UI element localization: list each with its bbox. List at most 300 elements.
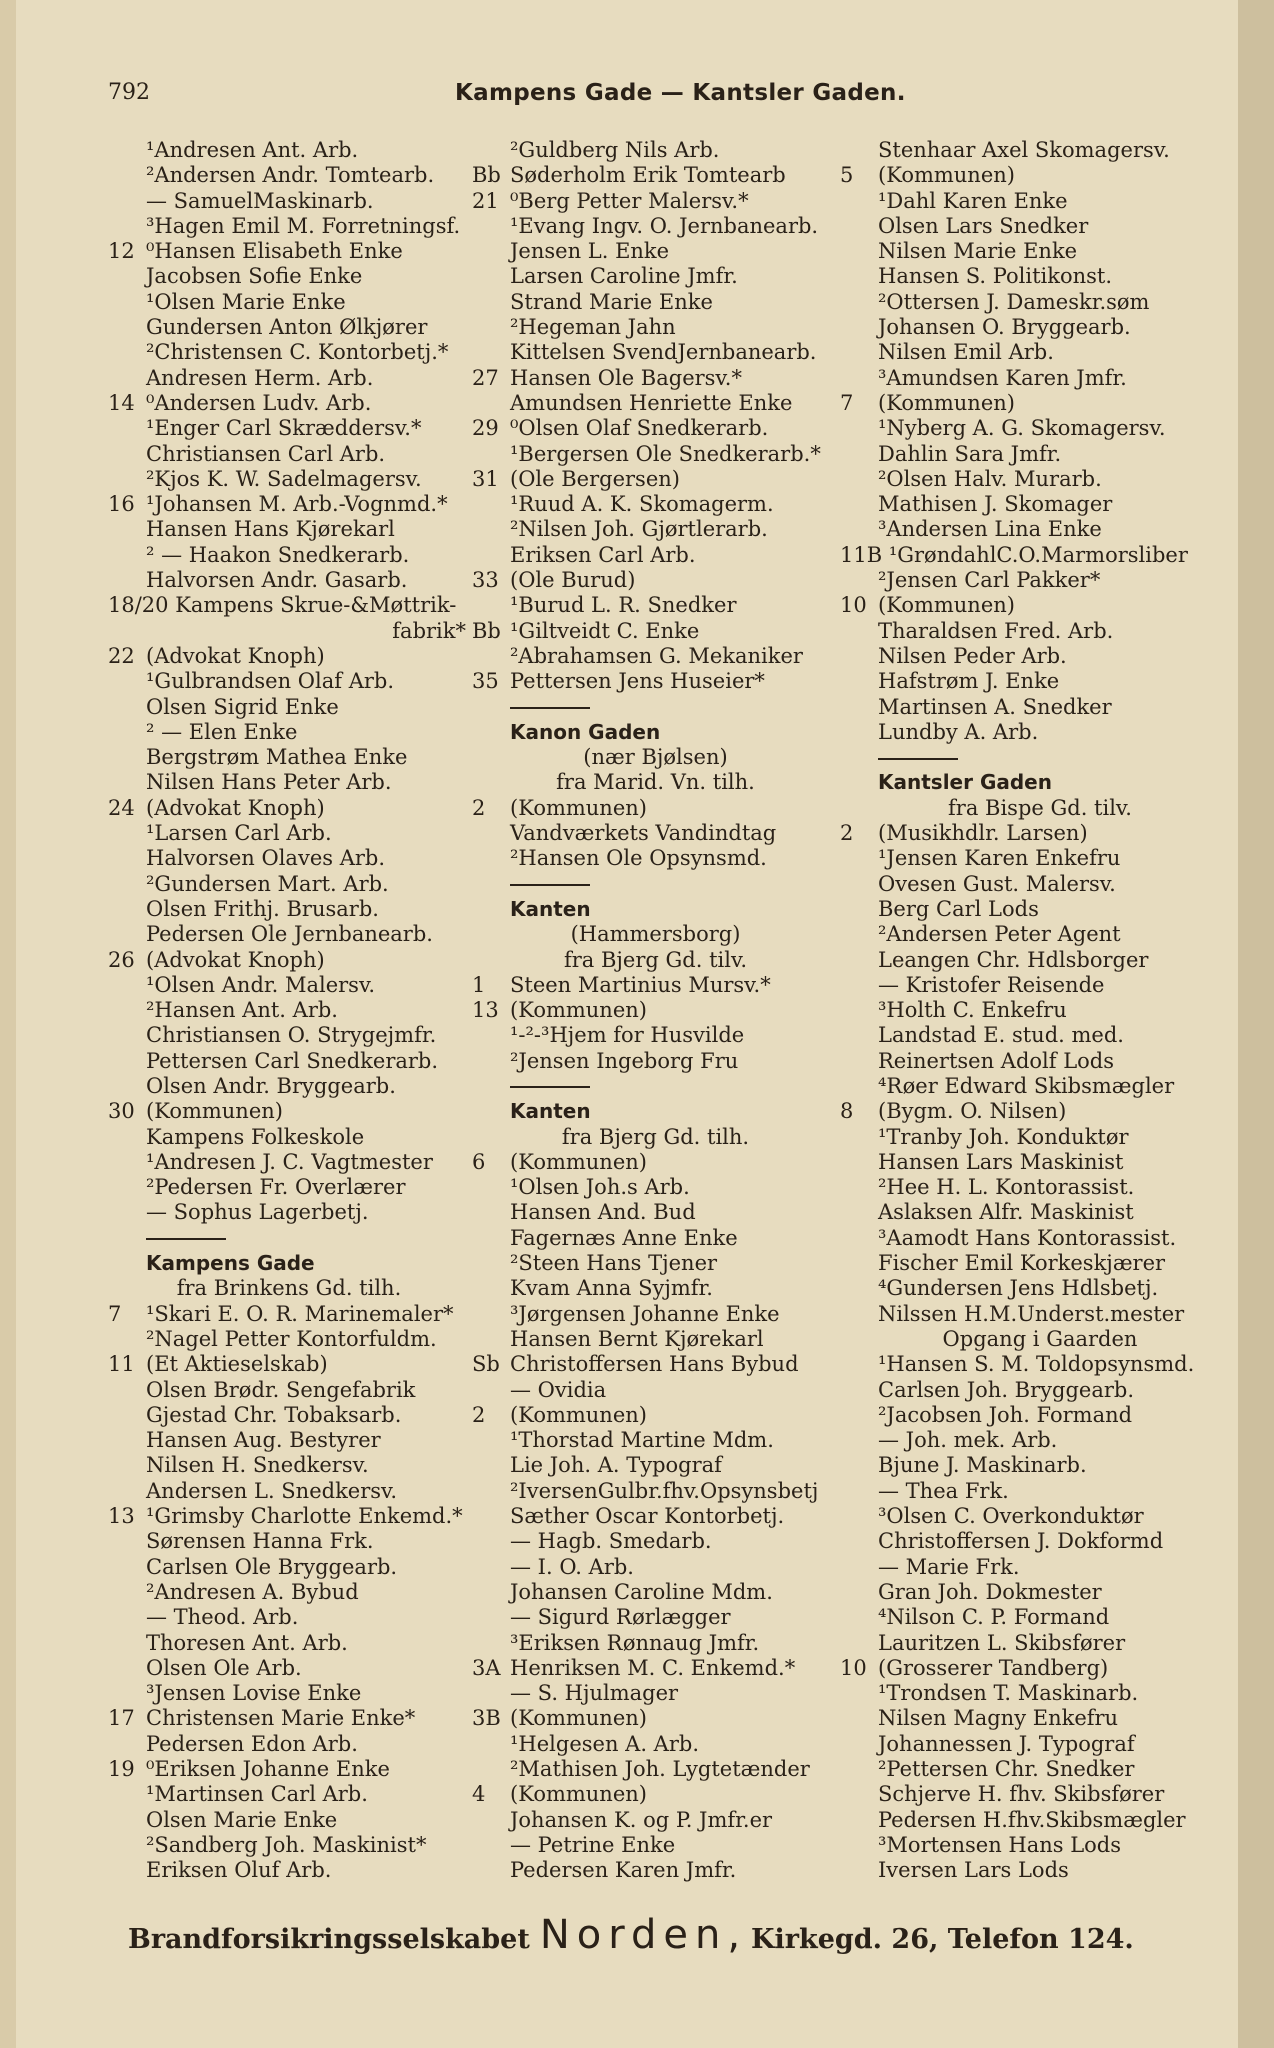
directory-line [472,290,839,315]
directory-line [840,467,1240,492]
directory-line [472,745,839,770]
directory-line [108,669,470,694]
entry-text: Olsen Lars Snedker [878,213,1089,238]
directory-line [108,1605,470,1630]
entry-text: Dahlin Sara Jmfr. [878,441,1062,466]
directory-line [840,1175,1240,1200]
directory-line [108,1504,470,1529]
entry-text: (Kommunen) [878,163,1015,188]
directory-line [472,1681,839,1706]
house-number: 12 [108,239,135,264]
entry-text: Christoffersen J. Dokformd [878,1529,1164,1554]
entry-text: ²Christensen C. Kontorbetj.* [146,340,449,365]
entry-text: (Kommunen) [510,1402,647,1427]
directory-line [472,770,839,795]
house-number: 31 [472,466,499,491]
directory-line [840,1681,1240,1706]
entry-text: Johansen O. Bryggearb. [878,315,1131,340]
directory-line [840,1529,1240,1554]
directory-line [472,1757,839,1782]
entry-text: Halvorsen Andr. Gasarb. [146,568,408,593]
entry-text: ²Ottersen J. Dameskr.søm [878,289,1150,314]
entry-text: Nilsen H. Snedkersv. [146,1453,369,1478]
section-divider [108,1226,470,1251]
directory-line [472,1352,839,1377]
entry-text: ¹Larsen Carl Arb. [146,821,332,846]
entry-text: Kittelsen SvendJernbanearb. [510,340,817,365]
directory-line [108,442,470,467]
entry-text: Nilsen Magny Enkefru [878,1706,1119,1731]
entry-text: (Kommunen) [510,1782,647,1807]
entry-text: ²Steen Hans Tjener [510,1251,718,1276]
entry-text: fra Bispe Gd. tilv. [948,795,1132,820]
directory-line [472,1580,839,1605]
directory-line [840,1479,1240,1504]
house-number: Sb [472,1352,500,1377]
divider-rule [878,745,958,770]
house-number: 26 [108,947,135,972]
entry-text: Amundsen Henriette Enke [510,390,793,415]
directory-line [840,1049,1240,1074]
entry-text: ²Andersen Peter Agent [878,922,1121,947]
entry-text: 11B ¹GrøndahlC.O.Marmorsliber [840,542,1188,567]
directory-line [108,973,470,998]
entry-text: Fagernæs Anne Enke [510,1225,738,1250]
directory-line [472,340,839,365]
entry-text: ¹Nyberg A. G. Skomagersv. [878,416,1166,441]
directory-line [472,214,839,239]
entry-text: Martinsen A. Snedker [878,694,1112,719]
entry-text: ²Hansen Ant. Arb. [146,998,338,1023]
entry-text: ¹Giltveidt C. Enke [510,618,700,643]
entry-text: — Joh. mek. Arb. [878,1428,1058,1453]
entry-text: Gundersen Anton Ølkjører [146,315,428,340]
entry-text: — S. Hjulmager [510,1681,679,1706]
entry-text: Nilsen Emil Arb. [878,340,1054,365]
entry-text: ⁴Gundersen Jens Hdlsbetj. [878,1276,1159,1301]
entry-text: Kanon Gaden [510,719,661,744]
directory-line [840,1099,1240,1124]
entry-text: ¹Skari E. O. R. Marinemaler* [146,1301,454,1326]
entry-text: Larsen Caroline Jmfr. [510,264,738,289]
entry-text: (Kommunen) [146,1099,283,1124]
directory-line [108,1479,470,1504]
entry-text: (Et Aktieselskab) [146,1352,328,1377]
entry-text: Ovesen Gust. Malersv. [878,871,1116,896]
entry-text: — Thea Frk. [878,1478,1009,1503]
entry-text: ¹Martinsen Carl Arb. [146,1782,368,1807]
entry-text: ²Olsen Halv. Murarb. [878,466,1102,491]
entry-text: Strand Marie Enke [510,289,713,314]
entry-text: Landstad E. stud. med. [878,1023,1124,1048]
entry-text: ³Eriksen Rønnaug Jmfr. [510,1630,760,1655]
entry-text: fra Brinkens Gd. tilh. [176,1276,402,1301]
directory-line [472,1049,839,1074]
directory-line [840,1023,1240,1048]
directory-line [108,770,470,795]
entry-text: (Ole Burud) [510,568,636,593]
directory-line [840,644,1240,669]
entry-text: Christensen Marie Enke* [146,1706,416,1731]
directory-line [108,1150,470,1175]
directory-line [840,1403,1240,1428]
directory-line [108,315,470,340]
directory-line [840,1200,1240,1225]
entry-text: — Hagb. Smedarb. [510,1529,712,1554]
entry-text: ²Pedersen Fr. Overlærer [146,1175,406,1200]
entry-text: ⁰Andersen Ludv. Arb. [146,390,372,415]
directory-line [840,1706,1240,1731]
entry-text: ¹Burud L. R. Snedker [510,593,737,618]
house-number: 2 [472,1402,486,1427]
directory-line [840,1656,1240,1681]
entry-text: ⁰Berg Petter Malersv.* [510,188,749,213]
directory-line [108,138,470,163]
entry-text: ¹Tranby Joh. Konduktør [878,1124,1129,1149]
entry-text: (Advokat Knoph) [146,947,325,972]
directory-line [108,846,470,871]
directory-line [472,1226,839,1251]
entry-text: ²Andresen A. Bybud [146,1579,359,1604]
entry-text: Hansen Lars Maskinist [878,1149,1124,1174]
directory-line [108,1757,470,1782]
directory-line [108,1833,470,1858]
entry-text: Olsen Marie Enke [146,1807,338,1832]
entry-text: Olsen Ole Arb. [146,1655,302,1680]
entry-text: — Ovidia [510,1377,607,1402]
entry-text: ¹Bergersen Ole Snedkerarb.* [510,441,821,466]
entry-text: ²Hee H. L. Kontorassist. [878,1175,1135,1200]
directory-line [108,416,470,441]
directory-line [840,1276,1240,1301]
entry-text: Hansen Hans Kjørekarl [146,517,395,542]
directory-line [472,821,839,846]
footer-company: Brandforsikringsselskabet [128,1924,530,1955]
directory-line [108,1681,470,1706]
directory-line [840,1150,1240,1175]
entry-text: ⁰Eriksen Johanne Enke [146,1757,390,1781]
entry-text: ¹Dahl Karen Enke [878,188,1068,213]
entry-text: Steen Martinius Mursv.* [510,972,771,997]
divider-rule [510,1074,590,1099]
house-number: 7 [840,390,854,415]
directory-line [108,998,470,1023]
entry-text: ³Aamodt Hans Kontorassist. [878,1225,1177,1250]
entry-text: (Bygm. O. Nilsen) [878,1099,1067,1124]
directory-line [108,1808,470,1833]
street-heading [472,1099,839,1124]
directory-line [840,568,1240,593]
entry-text: Vandværkets Vandindtag [510,821,777,846]
entry-text: Johansen K. og P. Jmfr.er [510,1807,773,1832]
directory-line [472,1706,839,1731]
entry-text: ³Jørgensen Johanne Enke [510,1301,780,1326]
entry-text: Pedersen Edon Arb. [146,1731,358,1756]
page-number: 792 [108,80,150,105]
entry-text: fra Marid. Vn. tilh. [556,770,755,795]
directory-line [840,1125,1240,1150]
entry-text: Halvorsen Olaves Arb. [146,846,386,871]
entry-text: Bergstrøm Mathea Enke [146,745,408,770]
house-number: 19 [108,1757,135,1781]
entry-text: (Kommunen) [510,998,647,1023]
entry-text: ¹Thorstad Martine Mdm. [510,1428,774,1453]
entry-text: ³Hagen Emil M. Forretningsf. [146,213,461,238]
directory-line [840,315,1240,340]
entry-text: (Kommunen) [510,1149,647,1174]
entry-text: Kampens Gade [146,1251,315,1276]
directory-line [472,1504,839,1529]
entry-text: Tharaldsen Fred. Arb. [878,618,1114,643]
directory-line [472,1479,839,1504]
entry-text: Hansen And. Bud [510,1200,696,1225]
directory-line [840,189,1240,214]
entry-text: Kanten [510,896,591,921]
directory-line [472,315,839,340]
entry-text: (Ole Bergersen) [510,466,680,491]
entry-text: ²IversenGulbr.fhv.Opsynsbetj [510,1478,819,1503]
divider-rule [510,872,590,897]
directory-line [472,1200,839,1225]
entry-text: ²Pettersen Chr. Snedker [878,1757,1135,1781]
directory-line [472,1403,839,1428]
entry-text: ²Hegeman Jahn [510,315,676,340]
entry-text: ²Gundersen Mart. Arb. [146,871,389,896]
directory-line [108,543,470,568]
house-number: 2 [472,795,486,820]
entry-text: — Kristofer Reisende [878,972,1105,997]
entry-text: Iversen Lars Lods [878,1858,1069,1883]
directory-line [840,1858,1240,1883]
entry-text: Eriksen Oluf Arb. [146,1858,332,1883]
directory-line [108,189,470,214]
entry-text: Søderholm Erik Tomtearb [510,163,786,188]
directory-line [472,517,839,542]
directory-line [840,264,1240,289]
directory-line [472,1327,839,1352]
column-1 [108,138,470,1883]
directory-line [840,1251,1240,1276]
directory-line [472,543,839,568]
directory-line [840,720,1240,745]
directory-line [108,1074,470,1099]
directory-line [840,1428,1240,1453]
directory-line [108,644,470,669]
entry-text: Bjune J. Maskinarb. [878,1453,1087,1478]
entry-text: fra Bjerg Gd. tilh. [561,1124,750,1149]
directory-line [108,1352,470,1377]
entry-text: Pedersen H.fhv.Skibsmægler [878,1807,1186,1832]
directory-line [108,922,470,947]
directory-line [840,593,1240,618]
entry-text: Lauritzen L. Skibsfører [878,1630,1126,1655]
entry-text: Hafstrøm J. Enke [878,669,1060,694]
directory-line [108,1378,470,1403]
directory-line [108,948,470,973]
street-heading [108,1251,470,1276]
house-number: 35 [472,669,499,694]
directory-line [840,1782,1240,1807]
directory-line [840,1555,1240,1580]
house-number: 7 [108,1301,122,1326]
directory-line [108,1023,470,1048]
entry-text: Hansen Bernt Kjørekarl [510,1326,764,1351]
directory-line [108,821,470,846]
directory-line [108,1302,470,1327]
directory-line [108,366,470,391]
entry-text: — Sigurd Rørlægger [510,1605,731,1630]
directory-line [108,239,470,264]
entry-text: Kantsler Gaden [878,770,1052,795]
directory-line [472,1428,839,1453]
directory-line [840,1833,1240,1858]
directory-line [472,264,839,289]
entry-text: ²Nagel Petter Kontorfuldm. [146,1326,437,1351]
section-divider [472,872,839,897]
directory-line [840,340,1240,365]
directory-line [108,264,470,289]
street-heading [472,720,839,745]
directory-line [840,442,1240,467]
directory-line [472,391,839,416]
entry-text: — Theod. Arb. [146,1605,299,1630]
directory-line [108,517,470,542]
entry-text: ² — Elen Enke [146,719,298,744]
directory-line [108,1656,470,1681]
directory-line [108,1631,470,1656]
directory-line [472,1302,839,1327]
entry-text: ³Olsen C. Overkonduktør [878,1504,1144,1529]
entry-text: Hansen Aug. Bestyrer [146,1428,381,1453]
house-number: 33 [472,568,499,593]
entry-text: ¹Olsen Andr. Malersv. [146,972,376,997]
entry-text: Andersen L. Snedkersv. [146,1478,398,1503]
entry-text: Pedersen Ole Jernbanearb. [146,922,433,947]
directory-line [108,1858,470,1883]
entry-text: Hansen S. Politikonst. [878,264,1113,289]
entry-text: Christoffersen Hans Bybud [510,1352,799,1377]
directory-line [108,467,470,492]
entry-text: ¹Helgesen A. Arb. [510,1731,699,1756]
entry-text: ¹Ruud A. K. Skomagerm. [510,492,774,517]
entry-text: Henriksen M. C. Enkemd.* [510,1655,796,1680]
directory-line [840,1808,1240,1833]
directory-line [472,1833,839,1858]
entry-text: ¹Trondsen T. Maskinarb. [878,1681,1139,1706]
divider-rule [146,1226,226,1251]
directory-line [840,517,1240,542]
directory-line [472,998,839,1023]
page-right-edge [1238,0,1274,2048]
entry-text: Sørensen Hanna Frk. [146,1529,374,1554]
page-left-edge [0,0,16,2048]
entry-text: Pettersen Carl Snedkerarb. [146,1048,439,1073]
entry-text: Nilssen H.M.Underst.mester [878,1301,1185,1326]
entry-text: ¹Andresen J. C. Vagtmester [146,1149,433,1174]
entry-text: ²Jensen Carl Pakker* [878,568,1101,593]
house-number: 8 [840,1099,854,1124]
directory-line [840,239,1240,264]
entry-text: Johannessen J. Typograf [878,1731,1135,1756]
entry-text: Lie Joh. A. Typograf [510,1453,722,1478]
house-number: 17 [108,1706,135,1731]
directory-line [108,1732,470,1757]
house-number: Bb [472,618,501,643]
entry-text: Opgang i Gaarden [942,1326,1138,1351]
directory-line [840,416,1240,441]
entry-text: ⁰Olsen Olaf Snedkerarb. [510,416,769,441]
entry-text: ²Sandberg Joh. Maskinist* [146,1832,427,1857]
directory-line [472,1453,839,1478]
entry-text: Carlsen Ole Bryggearb. [146,1554,398,1579]
entry-text: (Kommunen) [510,1706,647,1731]
directory-line [108,619,470,644]
directory-line [472,467,839,492]
directory-line [108,1453,470,1478]
directory-line [472,1782,839,1807]
house-number: 14 [108,390,135,415]
directory-line [472,1251,839,1276]
entry-text: — I. O. Arb. [510,1554,634,1579]
directory-line [108,214,470,239]
entry-text: ⁴Røer Edward Skibsmægler [878,1073,1175,1098]
entry-text: Olsen Brødr. Sengefabrik [146,1377,416,1402]
directory-line [472,568,839,593]
divider-rule [510,695,590,720]
directory-line [840,1605,1240,1630]
page-title: Kampens Gade — Kantsler Gaden. [455,80,906,106]
directory-line [472,796,839,821]
entry-text: ²Andersen Andr. Tomtearb. [146,163,435,188]
entry-text: ²Guldberg Nils Arb. [510,138,720,162]
entry-text: ³Amundsen Karen Jmfr. [878,365,1127,390]
directory-line [840,1327,1240,1352]
directory-line [840,138,1240,163]
directory-line [108,1175,470,1200]
entry-text: (Kommunen) [510,795,647,820]
entry-text: Stenhaar Axel Skomagersv. [878,138,1170,162]
directory-line [840,492,1240,517]
directory-line [108,492,470,517]
directory-line [108,745,470,770]
directory-line [840,1074,1240,1099]
entry-text: Kanten [510,1099,591,1124]
directory-line [472,619,839,644]
directory-line [840,1631,1240,1656]
directory-line [108,1580,470,1605]
directory-line [108,796,470,821]
directory-line [472,442,839,467]
entry-text: ¹Gulbrandsen Olaf Arb. [146,669,395,694]
directory-line [472,1529,839,1554]
entry-text: Hansen Ole Bagersv.* [510,365,742,390]
footer-brand: Norden, [539,1912,748,1958]
directory-line [108,1200,470,1225]
entry-text: Kvam Anna Syjmfr. [510,1276,713,1301]
directory-line [472,644,839,669]
directory-line [108,1327,470,1352]
entry-text: (nær Bjølsen) [583,745,728,770]
entry-text: Andresen Herm. Arb. [146,365,374,390]
directory-line [472,1732,839,1757]
entry-text: Lundby A. Arb. [878,719,1039,744]
entry-text: Olsen Frithj. Brusarb. [146,896,379,921]
entry-text: — Petrine Enke [510,1832,676,1857]
directory-line [472,1150,839,1175]
directory-line [840,1378,1240,1403]
entry-text: — Marie Frk. [878,1554,1020,1579]
entry-text: ²Abrahamsen G. Mekaniker [510,643,803,668]
